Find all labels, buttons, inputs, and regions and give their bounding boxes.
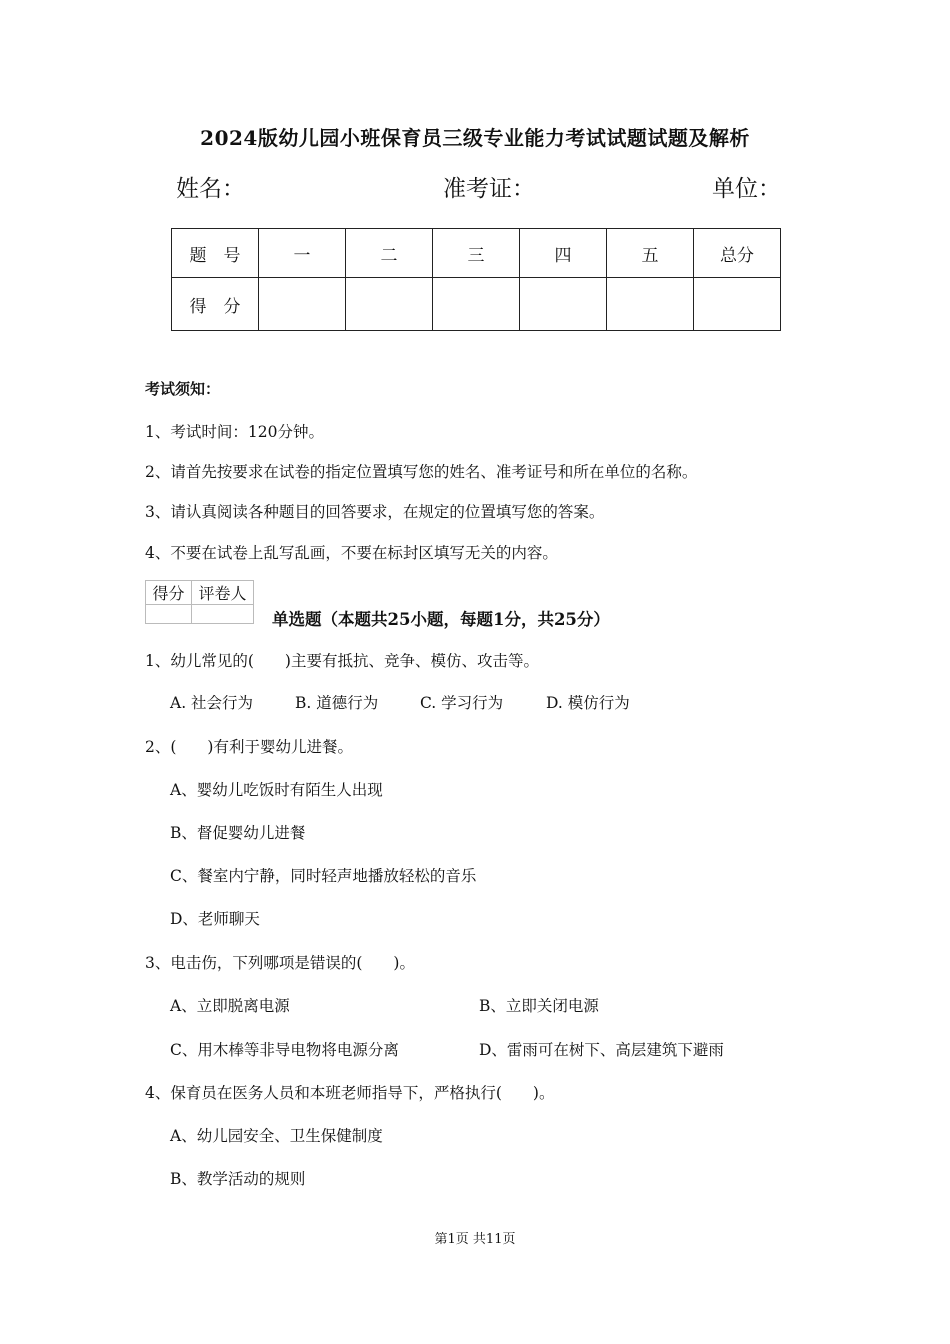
option-d[interactable]: D. 模仿行为 [546,694,630,712]
score-cell[interactable] [433,278,520,331]
option-c[interactable]: C、用木棒等非导电物将电源分离 [170,1041,399,1059]
question-stem: 2、( )有利于婴幼儿进餐。 [145,738,353,756]
option-b[interactable]: B、督促婴幼儿进餐 [170,824,306,842]
question-stem: 4、保育员在医务人员和本班老师指导下，严格执行( )。 [145,1084,555,1102]
grader-name-label: 评卷人 [192,581,254,605]
option-d[interactable]: D、雷雨可在树下、高层建筑下避雨 [479,1041,724,1059]
score-table [171,228,781,331]
exam-title: 2024版幼儿园小班保育员三级专业能力考试试题试题及解析 [200,126,750,150]
option-c[interactable]: C、餐室内宁静，同时轻声地播放轻松的音乐 [170,867,477,885]
grader-score-cell[interactable] [146,605,192,624]
option-c[interactable]: C. 学习行为 [420,694,504,712]
question-stem: 1、幼儿常见的( )主要有抵抗、竞争、模仿、攻击等。 [145,652,539,670]
notice-item: 3、请认真阅读各种题目的回答要求，在规定的位置填写您的答案。 [145,503,605,521]
option-b[interactable]: B、立即关闭电源 [479,997,599,1015]
score-header-cell: 二 [346,229,433,278]
option-b[interactable]: B. 道德行为 [295,694,379,712]
score-cell[interactable] [346,278,433,331]
option-d[interactable]: D、老师聊天 [170,910,260,928]
score-cell[interactable] [259,278,346,331]
score-table-header-row [172,229,781,278]
page-footer: 第1页 共11页 [434,1232,516,1247]
score-header-cell: 题 号 [172,229,259,278]
option-a[interactable]: A、婴幼儿吃饭时有陌生人出现 [170,781,383,799]
score-row-label: 得 分 [172,278,259,331]
score-cell[interactable] [607,278,694,331]
notice-item: 1、考试时间：120分钟。 [145,423,324,441]
notice-item: 2、请首先按要求在试卷的指定位置填写您的姓名、准考证号和所在单位的名称。 [145,463,698,481]
name-label: 姓名： [176,176,245,202]
score-cell[interactable] [520,278,607,331]
score-header-cell: 三 [433,229,520,278]
notice-title: 考试须知： [145,380,221,398]
score-header-cell: 五 [607,229,694,278]
score-header-cell: 四 [520,229,607,278]
grader-score-label: 得分 [146,581,192,605]
option-a[interactable]: A. 社会行为 [170,694,254,712]
unit-label: 单位： [712,176,781,202]
score-header-cell: 一 [259,229,346,278]
grader-name-cell[interactable] [192,605,254,624]
option-a[interactable]: A、立即脱离电源 [170,997,290,1015]
score-table-score-row [172,278,781,331]
notice-item: 4、不要在试卷上乱写乱画，不要在标封区填写无关的内容。 [145,544,558,562]
score-cell[interactable] [694,278,781,331]
ticket-label: 准考证： [443,176,535,202]
question-stem: 3、电击伤，下列哪项是错误的( )。 [145,954,415,972]
option-a[interactable]: A、幼儿园安全、卫生保健制度 [170,1127,383,1145]
option-b[interactable]: B、教学活动的规则 [170,1170,306,1188]
section-title: 单选题（本题共25小题，每题1分，共25分） [272,610,610,629]
grader-box [145,580,254,624]
score-header-cell: 总分 [694,229,781,278]
